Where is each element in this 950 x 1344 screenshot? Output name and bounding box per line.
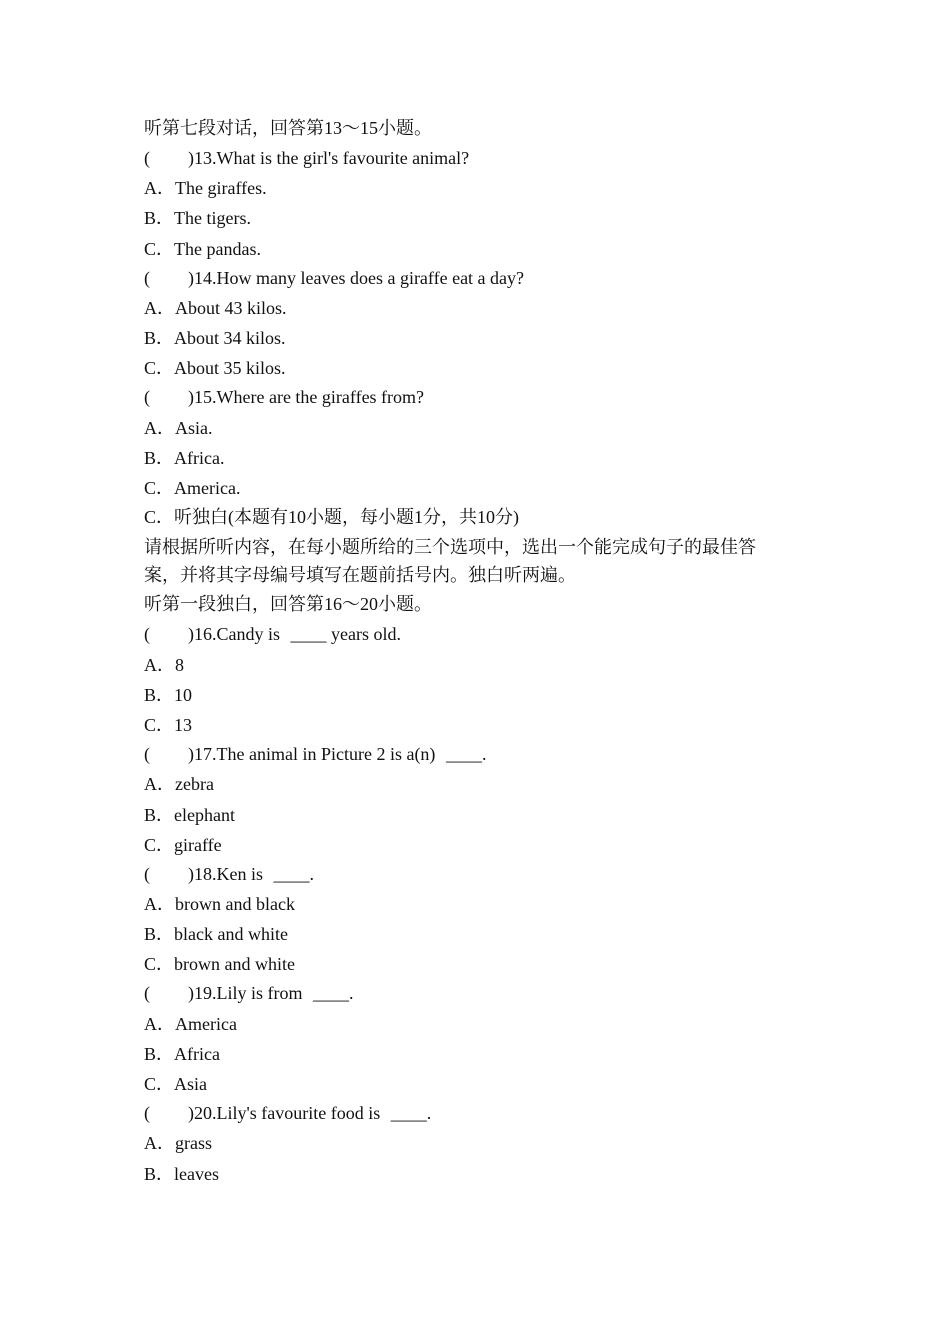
q15-option-a: A．Asia. xyxy=(144,418,213,438)
question-text: )17.The animal in Picture 2 is a(n) xyxy=(188,744,440,764)
q15-option-c: C．America. xyxy=(144,478,241,498)
answer-paren[interactable]: ( xyxy=(144,624,150,644)
part-c-instructions-2: 案，并将其字母编号填写在题前括号内。独白听两遍。 xyxy=(144,565,576,585)
question-text-end: years old. xyxy=(326,624,401,644)
question-text: )14.How many leaves does a giraffe eat a day? xyxy=(188,268,525,288)
question-15 xyxy=(144,385,424,409)
question-text: )16.Candy is xyxy=(188,624,285,644)
question-17 xyxy=(144,742,486,766)
q19-option-b: B．Africa xyxy=(144,1044,220,1064)
section7-header: 听第七段对话，回答第13～15小题。 xyxy=(144,118,432,138)
answer-blank: ____ xyxy=(445,744,482,764)
q15-option-b: B．Africa. xyxy=(144,448,225,468)
q18-option-c: C．brown and white xyxy=(144,954,295,974)
question-20 xyxy=(144,1101,431,1125)
question-14 xyxy=(144,266,524,290)
answer-blank: ____ xyxy=(290,624,327,644)
q19-option-c: C．Asia xyxy=(144,1074,207,1094)
question-text: )20.Lily's favourite food is xyxy=(188,1103,385,1123)
q19-option-a: A．America xyxy=(144,1014,237,1034)
question-text-end: . xyxy=(349,983,354,1003)
question-text: )13.What is the girl's favourite animal? xyxy=(188,148,470,168)
monologue1-header: 听第一段独白，回答第16～20小题。 xyxy=(144,594,432,614)
q20-option-a: A．grass xyxy=(144,1133,212,1153)
q16-option-a: A．8 xyxy=(144,655,184,675)
q14-option-b: B．About 34 kilos. xyxy=(144,328,286,348)
answer-paren[interactable]: ( xyxy=(144,268,150,288)
answer-blank: ____ xyxy=(273,864,310,884)
answer-paren[interactable]: ( xyxy=(144,387,150,407)
question-18 xyxy=(144,862,314,886)
q17-option-a: A．zebra xyxy=(144,774,214,794)
q14-option-c: C．About 35 kilos. xyxy=(144,358,286,378)
q13-option-c: C．The pandas. xyxy=(144,239,261,259)
question-text: )15.Where are the giraffes from? xyxy=(188,387,425,407)
question-16 xyxy=(144,622,401,646)
question-13 xyxy=(144,146,469,170)
q16-option-b: B．10 xyxy=(144,685,193,705)
answer-blank: ____ xyxy=(313,983,349,1003)
q17-option-b: B．elephant xyxy=(144,805,235,825)
q20-option-b: B．leaves xyxy=(144,1164,219,1184)
q18-option-a: A．brown and black xyxy=(144,894,295,914)
question-text-end: . xyxy=(309,864,314,884)
answer-paren[interactable]: ( xyxy=(144,1103,150,1123)
question-19 xyxy=(144,981,354,1005)
question-text-end: . xyxy=(426,1103,432,1123)
answer-paren[interactable]: ( xyxy=(144,864,150,884)
q14-option-a: A．About 43 kilos. xyxy=(144,298,287,318)
q17-option-c: C．giraffe xyxy=(144,835,222,855)
q16-option-c: C．13 xyxy=(144,715,193,735)
part-c-instructions-1: 请根据所听内容，在每小题所给的三个选项中，选出一个能完成句子的最佳答 xyxy=(144,537,756,557)
q13-option-a: A．The giraffes. xyxy=(144,178,267,198)
answer-paren[interactable]: ( xyxy=(144,983,150,1003)
answer-blank: ____ xyxy=(390,1103,427,1123)
q18-option-b: B．black and white xyxy=(144,924,288,944)
q13-option-b: B．The tigers. xyxy=(144,208,251,228)
question-text: )19.Lily is from xyxy=(188,983,307,1003)
answer-paren[interactable]: ( xyxy=(144,744,150,764)
question-text: )18.Ken is xyxy=(188,864,268,884)
question-text-end: . xyxy=(481,744,487,764)
answer-paren[interactable]: ( xyxy=(144,148,150,168)
part-c-title: C．听独白(本题有10小题，每小题1分，共10分) xyxy=(144,507,519,527)
